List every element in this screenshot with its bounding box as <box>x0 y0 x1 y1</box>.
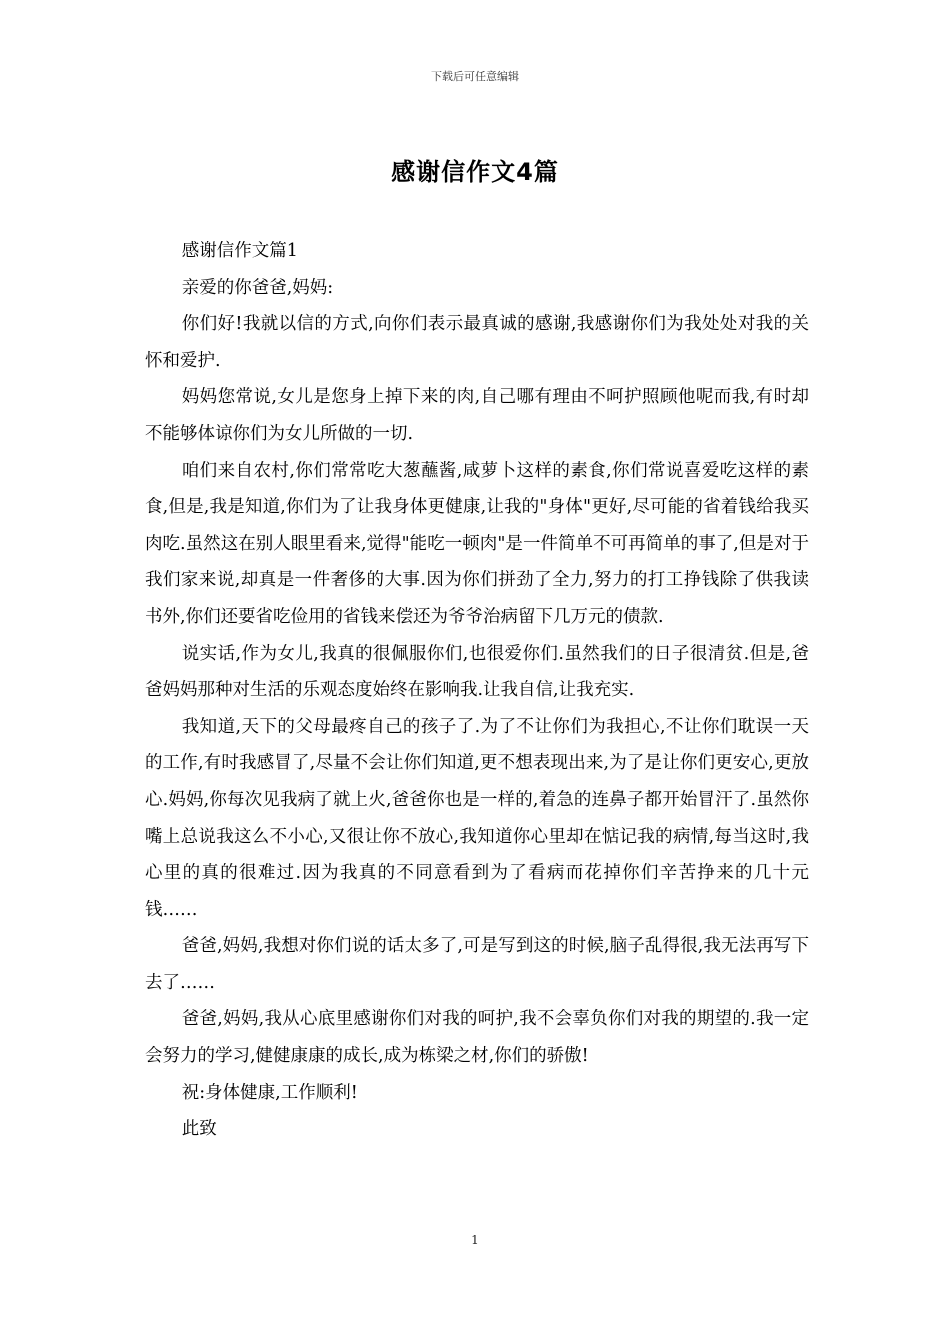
closing-wish: 祝:身体健康,工作顺利! <box>181 1082 358 1103</box>
body-paragraph: 妈妈您常说,女儿是您身上掉下来的肉,自己哪有理由不呵护照顾他呢而我,有时却不能够体谅你们为女儿所做的一切. <box>145 387 809 444</box>
body-paragraph: 说实话,作为女儿,我真的很佩服你们,也很爱你们.虽然我们的日子很清贫.但是,爸爸妈妈那种对生活的乐观态度始终在影响我.让我自信,让我充实. <box>145 643 809 701</box>
body-paragraph: 咱们来自农村,你们常常吃大葱蘸酱,咸萝卜这样的素食,你们常说喜爱吃这样的素食,但是,我是知道,你们为了让我身体更健康,让我的"身体"更好,尽可能的省着钱给我买肉吃.虽然这在别人眼里看来,觉得"能吃一顿肉"是一件简单不可再简单的事了,但是对于我们家来说,却真是一件奢侈的大事.因为你们拼劲了全力,努力的打工挣钱除了供我读书外,你们还要省吃俭用的省钱来偿还为爷爷治病留下几万元的债款. <box>145 460 809 627</box>
letter-body <box>145 233 809 1148</box>
closing: 此致 <box>181 1119 217 1140</box>
section-heading: 感谢信作文篇1 <box>181 241 298 261</box>
body-paragraph: 你们好!我就以信的方式,向你们表示最真诚的感谢,我感谢你们为我处处对我的关怀和爱护. <box>145 314 809 371</box>
document-title: 感谢信作文4篇 <box>391 158 559 186</box>
body-paragraph: 爸爸,妈妈,我从心底里感谢你们对我的呵护,我不会辜负你们对我的期望的.我一定会努力的学习,健健康康的成长,成为栋梁之材,你们的骄傲! <box>145 1009 809 1067</box>
body-paragraph: 我知道,天下的父母最疼自己的孩子了.为了不让你们为我担心,不让你们耽误一天的工作,有时我感冒了,尽量不会让你们知道,更不想表现出来,为了是让你们更安心,更放心.妈妈,你每次见我病了就上火,爸爸你也是一样的,着急的连鼻子都开始冒汗了.虽然你嘴上总说我这么不小心,又很让你不放心,我知道你心里却在惦记我的病情,每当这时,我心里的真的很难过.因为我真的不同意看到为了看病而花掉你们辛苦挣来的几十元钱…… <box>145 716 809 920</box>
body-paragraph: 爸爸,妈妈,我想对你们说的话太多了,可是写到这的时候,脑子乱得很,我无法再写下去了…… <box>145 936 809 993</box>
salutation: 亲爱的你爸爸,妈妈: <box>181 277 334 298</box>
page-number: 1 <box>471 1233 479 1247</box>
header-note: 下载后可任意编辑 <box>431 70 519 83</box>
